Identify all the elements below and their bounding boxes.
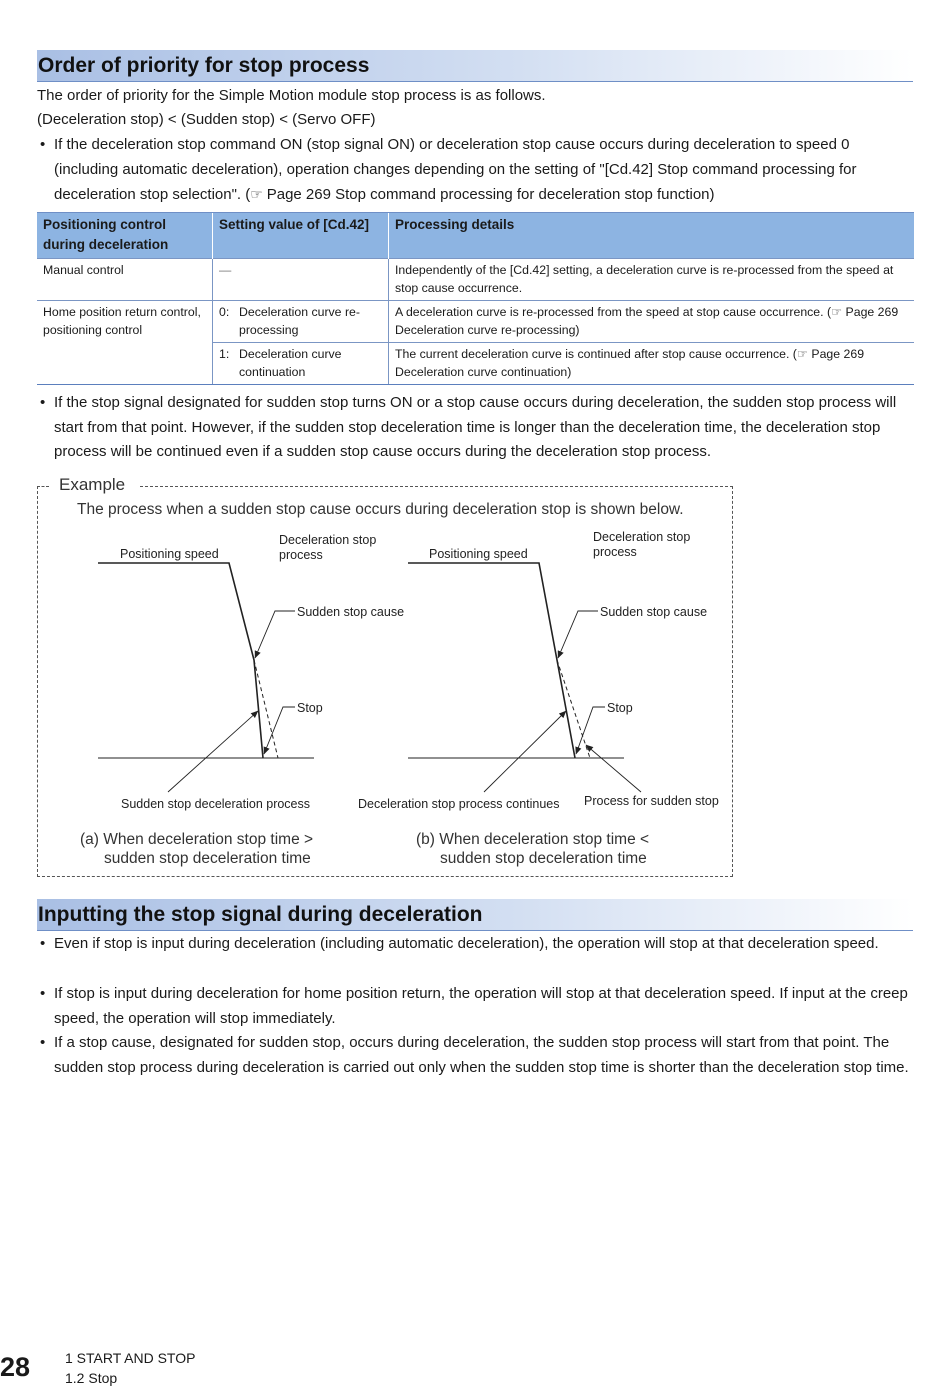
bullet-sudden-cause-text: If a stop cause, designated for sudden stop, occurs during deceleration, the sudden stop process will start from that point. The sudden stop process during deceleration is carried out only when the sudden stop time is shorter than the deceleration stop time. xyxy=(54,1034,909,1076)
cell-control: Manual control xyxy=(37,259,213,301)
label-sudden-decel-process: Sudden stop deceleration process xyxy=(121,797,311,811)
label-process-sudden-stop: Process for sudden stop xyxy=(584,794,719,808)
table-header-details: Processing details xyxy=(389,213,915,259)
label-stop: Stop xyxy=(607,701,633,715)
example-title: Example xyxy=(59,475,126,494)
footer-section: 1.2 Stop xyxy=(65,1370,118,1386)
bullet-decel-stop-text: If the deceleration stop command ON (stop signal ON) or deceleration stop cause occurs during deceleration to speed 0 (including automatic deceleration), operation changes depending on the setting of "[Cd.42] Stop command processing for deceleration stop selection". ( xyxy=(54,136,857,204)
bullet-sudden-cause xyxy=(37,1031,917,1080)
label-decel-stop-process: Deceleration stop process xyxy=(593,530,691,559)
speed-curve-decel xyxy=(408,563,575,758)
table-header-control: Positioning control during deceleration xyxy=(37,213,213,259)
pointing-hand-icon: ☞ xyxy=(250,186,267,203)
caption-a-line1: (a) When deceleration stop time > xyxy=(80,831,314,848)
bullet-sudden-stop-text: If the stop signal designated for sudden stop turns ON or a stop cause occurs during deceleration, the sudden stop process will start from that point. However, if the sudden stop deceleration time is longer than the deceleration time, the deceleration stop process will be continued even if a sudden stop cause occurs during the deceleration stop process. xyxy=(54,394,897,461)
decel-continues-arrow xyxy=(484,711,566,792)
caption-a-line2: sudden stop deceleration time xyxy=(104,850,311,867)
page-number: 28 xyxy=(0,1352,31,1382)
intro-text: The order of priority for the Simple Motion module stop process is as follows. xyxy=(37,87,546,104)
details-text: A deceleration curve is re-processed from the speed at stop cause occurrence. ( xyxy=(395,305,832,319)
pointing-hand-icon: ☞ xyxy=(796,347,812,361)
reference-link[interactable]: Page 269 Stop command processing for deceleration stop function) xyxy=(266,186,715,204)
table-header-setting: Setting value of [Cd.42] xyxy=(213,213,389,259)
label-decel-stop-process: Deceleration stop process xyxy=(279,533,377,562)
bullet-home-return xyxy=(37,982,917,1031)
diagram-a xyxy=(98,563,314,792)
bullet-stop-input-text: Even if stop is input during deceleration (including automatic deceleration), the operation will stop at that deceleration speed. xyxy=(54,935,879,952)
cell-details: Independently of the [Cd.42] setting, a deceleration curve is re-processed from the speed at stop cause occurrence. xyxy=(389,259,915,301)
pointing-hand-icon: ☞ xyxy=(831,305,846,319)
setting-number: 0: xyxy=(219,305,230,319)
bullet-stop-input xyxy=(37,932,917,957)
bullet-home-return-text: If stop is input during deceleration for home position return, the operation will stop at that deceleration speed. If input at the creep speed, the operation will stop immediately. xyxy=(54,985,908,1027)
label-decel-continues: Deceleration stop process continues xyxy=(358,797,560,811)
speed-curve-sudden-dashed xyxy=(557,660,590,758)
bullet-dot: • xyxy=(40,935,46,952)
bullet-dot: • xyxy=(40,394,46,411)
label-stop: Stop xyxy=(297,701,323,715)
sudden-decel-arrow xyxy=(168,711,258,792)
section-title-stop-signal: Inputting the stop signal during deceleration xyxy=(37,899,913,931)
bullet-dot: • xyxy=(40,1034,46,1051)
bullet-dot: • xyxy=(40,985,46,1002)
speed-curve-decel-dashed xyxy=(254,660,278,758)
reference-link[interactable]: Page 269 Deceleration curve continuation) xyxy=(395,347,865,379)
caption-b-line2: sudden stop deceleration time xyxy=(440,850,647,867)
sudden-stop-cause-arrow xyxy=(558,611,598,658)
setting-number: 1: xyxy=(219,347,230,361)
stop-arrow xyxy=(264,707,295,754)
cell-control: Home position return control, positioning control xyxy=(37,301,213,385)
reference-link[interactable]: Page 269 Deceleration curve re-processing) xyxy=(395,305,899,337)
label-positioning-speed: Positioning speed xyxy=(120,547,219,561)
details-text: The current deceleration curve is continued after stop cause occurrence. ( xyxy=(395,347,797,361)
footer-chapter: 1 START AND STOP xyxy=(65,1350,196,1366)
sudden-stop-cause-arrow xyxy=(255,611,295,658)
diagram-b xyxy=(408,563,641,792)
caption-b-line1: (b) When deceleration stop time < xyxy=(416,831,650,848)
priority-order: (Deceleration stop) < (Sudden stop) < (Servo OFF) xyxy=(37,111,376,128)
cell-setting: — xyxy=(213,259,389,301)
sudden-process-arrow xyxy=(586,745,641,792)
label-sudden-stop-cause: Sudden stop cause xyxy=(297,605,405,619)
label-positioning-speed: Positioning speed xyxy=(429,547,528,561)
bullet-dot: • xyxy=(40,136,46,153)
setting-label: Deceleration curve re-processing xyxy=(239,305,360,337)
setting-label: Deceleration curve continuation xyxy=(239,347,342,379)
example-description: The process when a sudden stop cause occurs during deceleration stop is shown below. xyxy=(77,501,684,518)
stop-arrow xyxy=(576,707,605,754)
section-title-stop-priority: Order of priority for stop process xyxy=(37,50,913,82)
label-sudden-stop-cause: Sudden stop cause xyxy=(600,605,708,619)
